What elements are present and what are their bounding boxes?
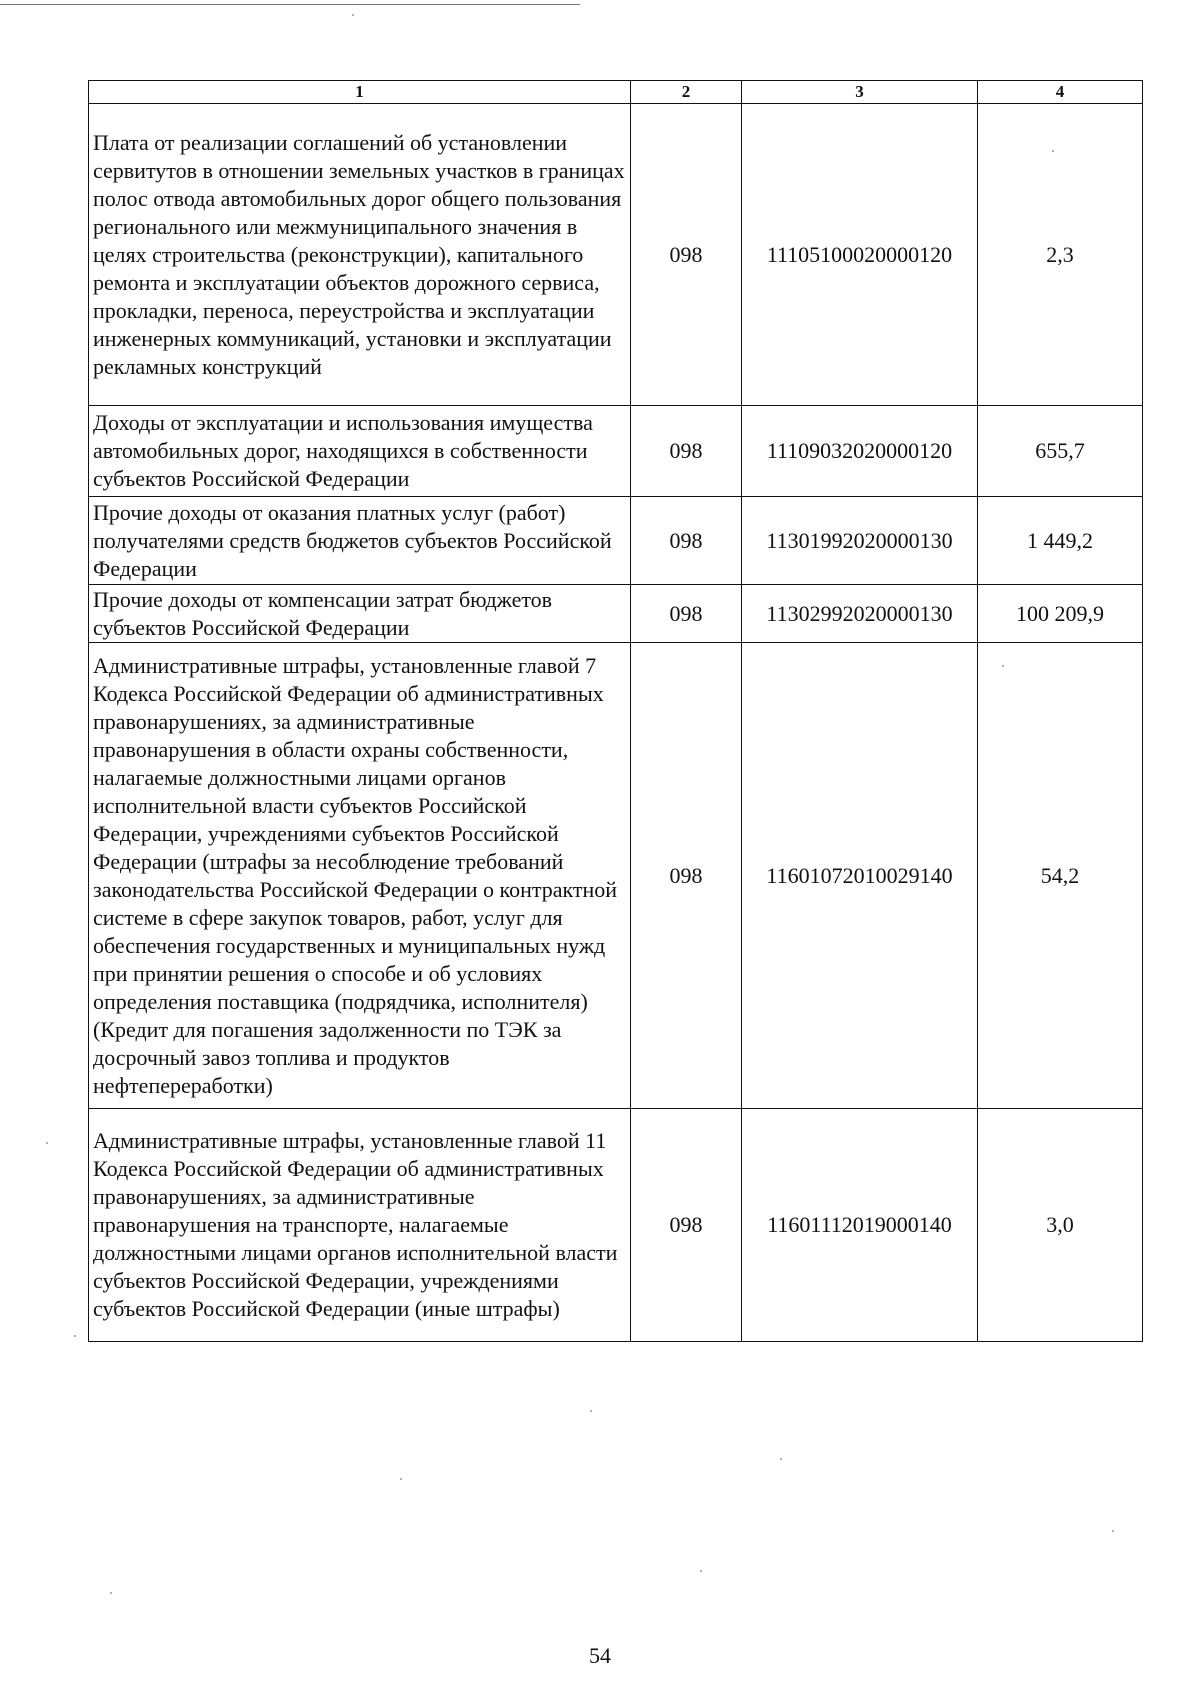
row-admin-code: 098 (631, 1109, 742, 1342)
row-amount: 54,2 (978, 643, 1143, 1109)
row-income-code: 11109032020000120 (742, 406, 978, 497)
header-col-2: 2 (631, 81, 742, 104)
row-admin-code: 098 (631, 104, 742, 406)
row-amount: 3,0 (978, 1109, 1143, 1342)
page-number: 54 (589, 1643, 611, 1668)
table-row (89, 1109, 1143, 1342)
row-income-code: 11302992020000130 (742, 585, 978, 643)
row-description: Прочие доходы от оказания платных услуг (работ) получателями средств бюджетов субъектов Российской Федерации (89, 497, 631, 585)
row-admin-code: 098 (631, 406, 742, 497)
scan-speck (74, 1335, 76, 1337)
scan-speck (352, 14, 354, 16)
header-col-3: 3 (742, 81, 978, 104)
row-amount: 100 209,9 (978, 585, 1143, 643)
scan-speck (1002, 665, 1004, 667)
row-description: Прочие доходы от компенсации затрат бюджетов субъектов Российской Федерации (89, 585, 631, 643)
row-amount: 1 449,2 (978, 497, 1143, 585)
table-row (89, 497, 1143, 585)
scan-speck (1052, 150, 1054, 152)
row-admin-code: 098 (631, 643, 742, 1109)
scan-speck (46, 1142, 48, 1144)
row-income-code: 11601072010029140 (742, 643, 978, 1109)
table-header-row (89, 81, 1143, 104)
scan-speck (400, 1478, 402, 1480)
row-admin-code: 098 (631, 497, 742, 585)
row-income-code: 11601112019000140 (742, 1109, 978, 1342)
table-row (89, 643, 1143, 1109)
row-description: Плата от реализации соглашений об установлении сервитутов в отношении земельных участков в границах полос отвода автомобильных дорог общего пользования регионального или межмуниципального значения в целях строительства (реконструкции), капитального ремонта и эксплуатации объектов дорожного сервиса, прокладки, переноса, переустройства и эксплуатации инженерных коммуникаций, установки и эксплуатации рекламных конструкций (89, 104, 631, 406)
row-admin-code: 098 (631, 585, 742, 643)
scan-speck (700, 1570, 702, 1572)
row-description: Административные штрафы, установленные главой 7 Кодекса Российской Федерации об административных правонарушениях, за административные правонарушения в области охраны собственности, налагаемые должностными лицами органов исполнительной власти субъектов Российской Федерации, учреждениями субъектов Российской Федерации (штрафы за несоблюдение требований законодательства Российской Федерации о контрактной системе в сфере закупок товаров, работ, услуг для обеспечения государственных и муниципальных нужд при принятии решения о способе и об условиях определения поставщика (подрядчика, исполнителя) (Кредит для погашения задолженности по ТЭК за досрочный завоз топлива и продуктов нефтепереработки) (89, 643, 631, 1109)
row-description: Административные штрафы, установленные главой 11 Кодекса Российской Федерации об административных правонарушениях, за административные правонарушения на транспорте, налагаемые должностными лицами органов исполнительной власти субъектов Российской Федерации, учреждениями субъектов Российской Федерации (иные штрафы) (89, 1109, 631, 1342)
row-description: Доходы от эксплуатации и использования имущества автомобильных дорог, находящихся в собственности субъектов Российской Федерации (89, 406, 631, 497)
row-income-code: 11105100020000120 (742, 104, 978, 406)
table-row (89, 406, 1143, 497)
table-row (89, 585, 1143, 643)
top-edge-rule (0, 4, 580, 5)
scan-speck (110, 1592, 112, 1594)
row-income-code: 11301992020000130 (742, 497, 978, 585)
scan-speck (590, 1410, 592, 1412)
header-col-1: 1 (89, 81, 631, 104)
row-amount: 2,3 (978, 104, 1143, 406)
scan-speck (1112, 1530, 1114, 1532)
header-col-4: 4 (978, 81, 1143, 104)
table-row (89, 104, 1143, 406)
revenue-table (88, 80, 1143, 1342)
row-amount: 655,7 (978, 406, 1143, 497)
scan-speck (780, 1458, 782, 1460)
